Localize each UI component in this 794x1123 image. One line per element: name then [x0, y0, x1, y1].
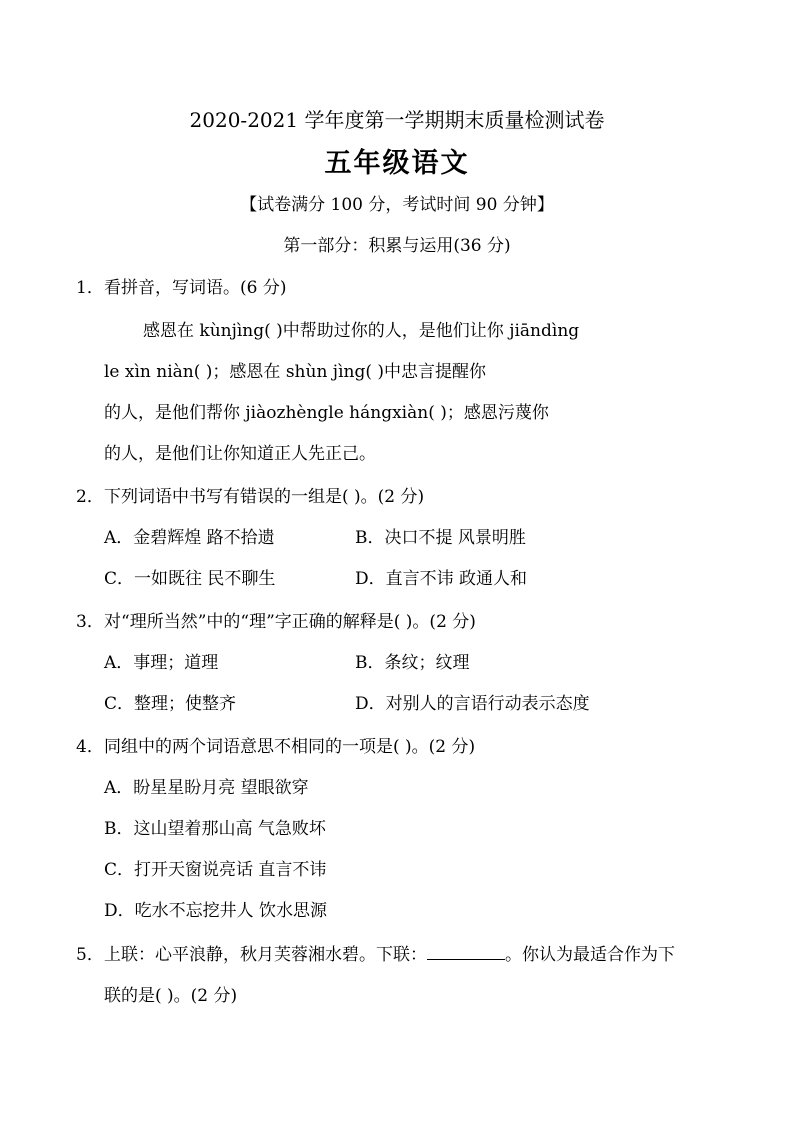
q4-stem: 同组中的两个词语意思不相同的一项是( )。(2 分) — [104, 737, 476, 757]
q5-stem-line-2: 联的是( )。(2 分) — [104, 986, 238, 1006]
q4-option-d: D．吃水不忘挖井人 饮水思源 — [104, 901, 328, 921]
q2-option-a: A．金碧辉煌 路不拾遗 — [104, 528, 275, 548]
q5-answer-blank — [427, 945, 505, 960]
exam-subtitle: 五年级语文 — [324, 148, 470, 179]
q1-stem: 看拼音，写词语。(6 分) — [104, 278, 287, 298]
q2-stem: 下列词语中书写有错误的一组是( )。(2 分) — [104, 487, 425, 507]
q4-option-c: C．打开天窗说亮话 直言不讳 — [104, 860, 327, 880]
q2-option-d: D．直言不讳 政通人和 — [355, 569, 528, 589]
exam-note: 【试卷满分 100 分，考试时间 90 分钟】 — [240, 195, 554, 215]
exam-title: 2020-2021 学年度第一学期期末质量检测试卷 — [189, 108, 605, 132]
q3-number: 3． — [76, 612, 104, 632]
q1-line-4: 的人，是他们让你知道正人先正己。 — [104, 444, 376, 464]
q4-number: 4． — [76, 737, 104, 757]
q3-option-b: B．条纹；纹理 — [355, 653, 470, 673]
q5-stem-before: 上联：心平浪静，秋月芙蓉湘水碧。下联： — [104, 945, 427, 965]
q1-line-1: 感恩在 kùnjìng( )中帮助过你的人，是他们让你 jiāndìng — [143, 321, 580, 341]
q3-stem: 对“理所当然”中的“理”字正确的解释是( )。(2 分) — [104, 612, 476, 632]
q2-option-b: B．决口不提 风景明胜 — [355, 528, 526, 548]
q1-line-3: 的人，是他们帮你 jiàozhèngle hángxiàn( )；感恩污蔑你 — [104, 403, 549, 423]
q3-option-c: C．整理；使整齐 — [104, 694, 237, 714]
q4-option-b: B．这山望着那山高 气急败坏 — [104, 819, 326, 839]
q5-number: 5． — [76, 945, 104, 965]
q5-stem-line-1 — [104, 940, 675, 965]
q1-number: 1． — [76, 278, 104, 298]
q3-option-a: A．事理；道理 — [104, 653, 219, 673]
q2-option-c: C．一如既往 民不聊生 — [104, 569, 276, 589]
q3-option-d: D．对别人的言语行动表示态度 — [355, 694, 590, 714]
q2-number: 2． — [76, 487, 104, 507]
q4-option-a: A．盼星星盼月亮 望眼欲穿 — [104, 778, 309, 798]
part-heading: 第一部分：积累与运用(36 分) — [283, 236, 511, 256]
q5-stem-after: 。你认为最适合作为下 — [505, 945, 675, 965]
q1-line-2: le xìn niàn( )；感恩在 shùn jìng( )中忠言提醒你 — [104, 362, 487, 382]
